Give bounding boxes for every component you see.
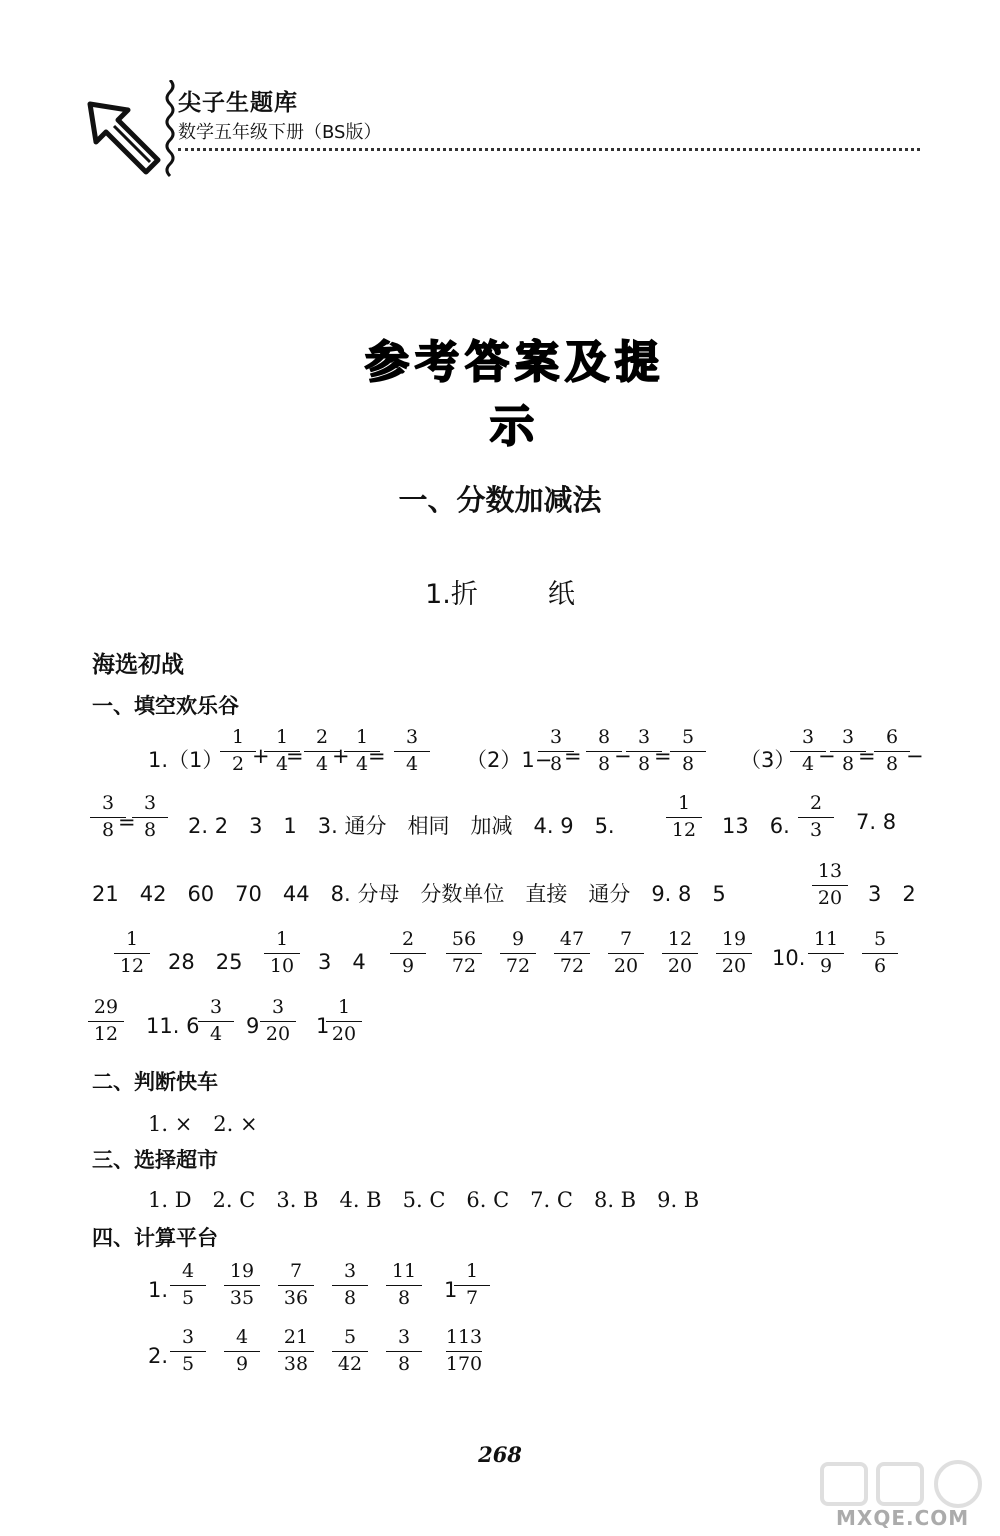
denominator: 3 [809,819,823,841]
answer-text: （3） [740,748,796,772]
denominator: 9 [235,1353,249,1375]
numerator: 1 [465,1260,479,1282]
section-heading-fill: 一、填空欢乐谷 [92,694,239,718]
answer-text: 9 [246,1014,260,1038]
answer-text: 3 2 [868,882,916,906]
answer-text: 10. [772,946,806,970]
denominator: 4 [209,1023,223,1045]
denominator: 35 [229,1287,255,1309]
answer-text: + [332,744,350,768]
fraction-bar [716,953,752,954]
fraction-bar [114,953,150,954]
numerator: 11 [813,928,839,950]
numerator: 56 [451,928,477,950]
denominator: 8 [637,753,651,775]
fraction-bar [874,751,910,752]
fraction-bar [862,953,898,954]
denominator: 4 [801,753,815,775]
denominator: 10 [269,955,295,977]
fraction-bar [500,953,536,954]
answer-text: − [614,744,632,768]
fraction-bar [446,1351,482,1352]
chapter-title: 一、分数加减法 [398,483,602,517]
denominator: 8 [397,1287,411,1309]
fraction [130,794,170,843]
denominator: 5 [181,1353,195,1375]
fraction-bar [808,953,844,954]
answer-text: = [368,744,386,768]
fraction-bar [220,751,256,752]
fraction [660,930,700,979]
fraction [222,1262,262,1311]
numerator: 3 [405,726,419,748]
answer-text: 1. [148,1278,169,1302]
denominator: 12 [671,819,697,841]
fraction [168,1328,208,1377]
answer-text: 21 42 60 70 44 8. 分母 分数单位 直接 通分 9. 8 5 [92,882,726,906]
numerator: 1 [125,928,139,950]
denominator: 8 [397,1353,411,1375]
denominator: 8 [597,753,611,775]
numerator: 3 [801,726,815,748]
fraction [860,930,900,979]
fraction-bar [812,885,848,886]
numerator: 11 [391,1260,417,1282]
fraction-bar [224,1351,260,1352]
wavy-divider-icon [163,80,177,180]
numerator: 1 [677,792,691,814]
denominator: 72 [451,955,477,977]
denominator: 8 [681,753,695,775]
fraction-bar [264,953,300,954]
fraction [444,1328,484,1377]
fraction-bar [666,817,702,818]
fraction [668,728,708,777]
numerator: 3 [549,726,563,748]
fraction-bar [662,953,698,954]
fraction [552,930,592,979]
numerator: 5 [343,1326,357,1348]
denominator: 8 [841,753,855,775]
fraction [276,1328,316,1377]
numerator: 3 [181,1326,195,1348]
answer-text: 1 [444,1278,458,1302]
denominator: 8 [143,819,157,841]
fraction-bar [278,1285,314,1286]
header-dotted-rule [178,148,920,151]
numerator: 1 [355,726,369,748]
fraction [392,728,432,777]
numerator: 1 [275,928,289,950]
section-heading-calc: 四、计算平台 [92,1226,218,1250]
denominator: 12 [93,1023,119,1045]
lesson-title [0,572,1000,611]
numerator: 19 [229,1260,255,1282]
fraction-bar [446,953,482,954]
fraction [384,1328,424,1377]
numerator: 5 [873,928,887,950]
fraction-bar [88,1021,124,1022]
answer-text: 1 [316,1014,330,1038]
numerator: 2 [315,726,329,748]
denominator: 72 [505,955,531,977]
denominator: 8 [343,1287,357,1309]
answer-text: − [906,744,924,768]
numerator: 19 [721,928,747,950]
denominator: 20 [331,1023,357,1045]
numerator: 3 [209,996,223,1018]
denominator: 8 [101,819,115,841]
fraction [276,1262,316,1311]
numerator: 3 [271,996,285,1018]
numerator: 3 [637,726,651,748]
fraction-bar [554,953,590,954]
fraction [452,1262,492,1311]
fraction [606,930,646,979]
fraction [806,930,846,979]
numerator: 4 [181,1260,195,1282]
fraction-bar [332,1285,368,1286]
denominator: 7 [465,1287,479,1309]
fraction-bar [132,817,168,818]
fraction [86,998,126,1047]
numerator: 29 [93,996,119,1018]
fraction [222,1328,262,1377]
denominator: 20 [817,887,843,909]
answer-text: = [286,744,304,768]
fraction-bar [394,751,430,752]
numerator: 1 [275,726,289,748]
lesson-number: 1. [425,579,451,610]
denominator: 8 [885,753,899,775]
answer-text: （2）1− [466,748,553,772]
page-number: 268 [478,1442,522,1467]
fraction-bar [170,1351,206,1352]
numerator: 5 [681,726,695,748]
numerator: 7 [289,1260,303,1282]
fraction [388,930,428,979]
numerator: 1 [337,996,351,1018]
numerator: 2 [401,928,415,950]
fraction [196,998,236,1047]
fraction-bar [386,1285,422,1286]
answer-text: = [654,744,672,768]
answer-text: = [858,744,876,768]
fraction [384,1262,424,1311]
fraction-bar [454,1285,490,1286]
denominator: 72 [559,955,585,977]
fraction-bar [170,1285,206,1286]
denominator: 20 [265,1023,291,1045]
numerator: 13 [817,860,843,882]
numerator: 12 [667,928,693,950]
fraction [262,930,302,979]
denominator: 12 [119,955,145,977]
fraction [796,794,836,843]
denominator: 42 [337,1353,363,1375]
fraction [168,1262,208,1311]
round-heading: 海选初战 [92,652,184,678]
numerator: 3 [101,792,115,814]
arrow-icon [84,96,164,176]
fraction-bar [608,953,644,954]
fraction [498,930,538,979]
numerator: 3 [343,1260,357,1282]
answer-banner: 参考答案及提示 [365,337,665,452]
answer-text: = [118,810,136,834]
fraction-bar [224,1285,260,1286]
numerator: 8 [597,726,611,748]
fraction-bar [386,1351,422,1352]
numerator: 3 [143,792,157,814]
fraction [324,998,364,1047]
fraction-bar [798,817,834,818]
section-heading-judge: 二、判断快车 [92,1070,218,1094]
denominator: 5 [181,1287,195,1309]
numerator: 9 [511,928,525,950]
numerator: 47 [559,928,585,950]
fraction-bar [278,1351,314,1352]
judge-answers: 1. × 2. × [148,1112,258,1136]
denominator: 20 [667,955,693,977]
section-heading-choice: 三、选择超市 [92,1148,218,1172]
answer-text: 3 4 [318,950,366,974]
answer-text: 7. 8 [856,810,897,834]
denominator: 4 [405,753,419,775]
answer-text: 2. 2 3 1 3. 通分 相同 加减 4. 9 5. [188,814,615,838]
answer-text: 11. 6 [146,1014,200,1038]
fraction [444,930,484,979]
denominator: 38 [283,1353,309,1375]
numerator: 3 [841,726,855,748]
fraction [112,930,152,979]
numerator: 113 [445,1326,483,1348]
answer-text: 28 25 [168,950,243,974]
numerator: 3 [397,1326,411,1348]
lesson-title-b: 纸 [547,579,575,610]
numerator: 1 [231,726,245,748]
fraction [330,1328,370,1377]
answer-text: 2. [148,1344,169,1368]
fraction [714,930,754,979]
numerator: 2 [809,792,823,814]
denominator: 36 [283,1287,309,1309]
choice-answers: 1. D 2. C 3. B 4. B 5. C 6. C 7. C 8. B 9. B [148,1188,700,1212]
denominator: 9 [819,955,833,977]
fraction-bar [332,1351,368,1352]
answer-text: + [252,744,270,768]
denominator: 4 [355,753,369,775]
answer-text: − [818,744,836,768]
denominator: 20 [613,955,639,977]
lesson-title-a: 折 [450,579,478,610]
denominator: 20 [721,955,747,977]
answer-text: 13 6. [722,814,790,838]
denominator: 170 [445,1353,483,1375]
book-subtitle: 数学五年级下册（BS版） [178,122,382,143]
denominator: 9 [401,955,415,977]
fraction [810,862,850,911]
fraction-bar [670,751,706,752]
denominator: 4 [275,753,289,775]
denominator: 2 [231,753,245,775]
denominator: 8 [549,753,563,775]
fraction-bar [260,1021,296,1022]
fraction [330,1262,370,1311]
fraction-bar [326,1021,362,1022]
watermark-text: MXQE.COM [836,1506,970,1530]
fraction [664,794,704,843]
fraction-bar [198,1021,234,1022]
denominator: 4 [315,753,329,775]
fraction-bar [390,953,426,954]
answer-text: 1.（1） [148,748,224,772]
numerator: 4 [235,1326,249,1348]
numerator: 6 [885,726,899,748]
fraction [258,998,298,1047]
numerator: 21 [283,1326,309,1348]
series-title: 尖子生题库 [178,90,298,116]
denominator: 6 [873,955,887,977]
numerator: 7 [619,928,633,950]
answer-text: = [564,744,582,768]
